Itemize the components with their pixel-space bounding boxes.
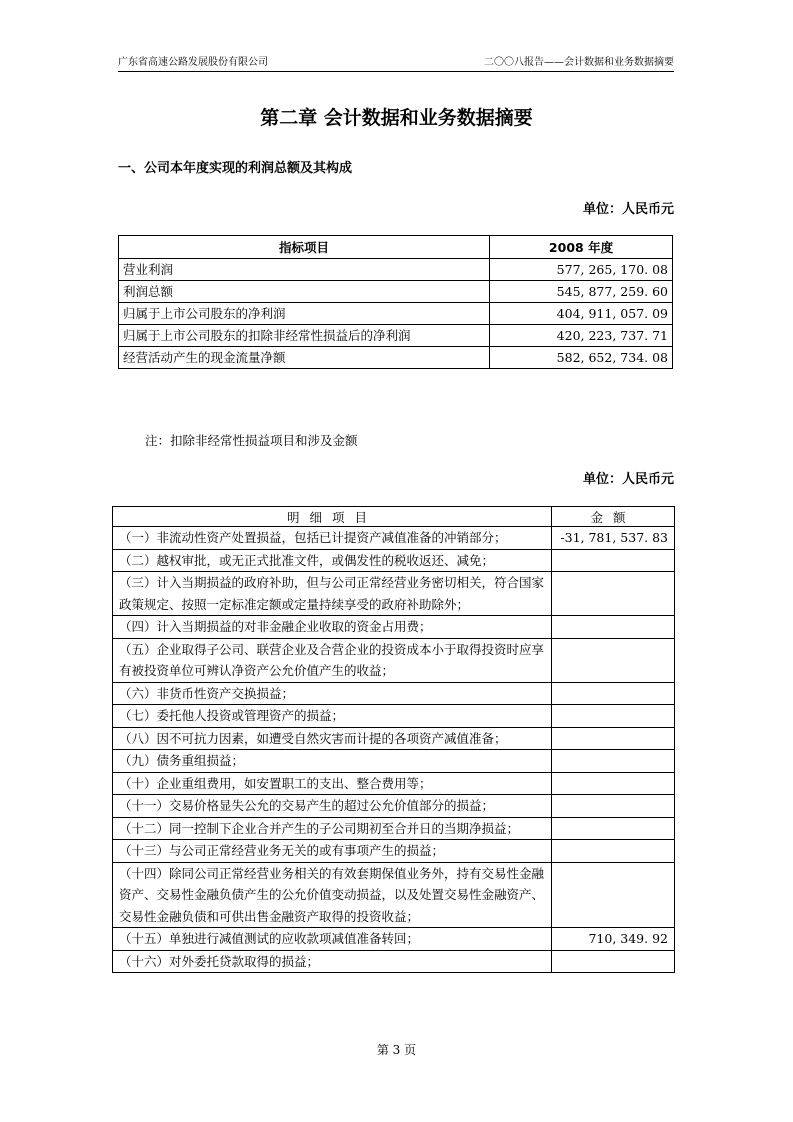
table-row: [113, 928, 675, 951]
table-row: [113, 572, 675, 616]
table-header-row: [119, 236, 673, 259]
table-row: [119, 325, 673, 347]
row-label: （十四）除同公司正常经营业务相关的有效套期保值业务外，持有交易性金融资产、交易性金融负债产生的公允价值变动损益，以及处置交易性金融资产、交易性金融负债和可供出售金融资产取得的投资收益；: [113, 862, 552, 928]
page-number: 第 3 页: [376, 1043, 417, 1057]
row-label: 归属于上市公司股东的净利润: [119, 303, 490, 325]
table-row: [113, 549, 675, 572]
row-value: 420, 223, 737. 71: [490, 325, 673, 347]
row-value: 545, 877, 259. 60: [490, 281, 673, 303]
table-row: [113, 616, 675, 639]
row-label: （五）企业取得子公司、联营企业及合营企业的投资成本小于取得投资时应享有被投资单位可辨认净资产公允价值产生的收益；: [113, 638, 552, 682]
row-value: [552, 727, 675, 750]
table-row: [119, 281, 673, 303]
row-value: 404, 911, 057. 09: [490, 303, 673, 325]
row-value: [552, 682, 675, 705]
table-row: [119, 303, 673, 325]
row-label: （十六）对外委托贷款取得的损益；: [113, 950, 552, 973]
row-label: （三）计入当期损益的政府补助，但与公司正常经营业务密切相关，符合国家政策规定、按照一定标准定额或定量持续享受的政府补助除外；: [113, 572, 552, 616]
header-report-title: 二〇〇八报告——会计数据和业务数据摘要: [484, 57, 674, 68]
row-value: [552, 772, 675, 795]
table-row: [119, 259, 673, 281]
table-header-row: [113, 507, 675, 527]
table-row: [113, 750, 675, 773]
header-company: 广东省高速公路发展股份有限公司: [118, 57, 268, 68]
row-label: （十）企业重组费用，如安置职工的支出、整合费用等；: [113, 772, 552, 795]
row-label: 经营活动产生的现金流量净额: [119, 347, 490, 369]
col-year: 2008 年度: [490, 236, 673, 259]
col-amount: 金额: [552, 507, 675, 527]
table-row: [113, 862, 675, 928]
row-value: [552, 795, 675, 818]
row-value: [552, 616, 675, 639]
profit-table: [118, 235, 673, 369]
row-value: [552, 862, 675, 928]
row-label: （六）非货币性资产交换损益；: [113, 682, 552, 705]
row-label: （二）越权审批，或无正式批准文件，或偶发性的税收返还、减免；: [113, 549, 552, 572]
table-row: [113, 682, 675, 705]
table-row: [119, 347, 673, 369]
table-row: [113, 795, 675, 818]
row-value: [552, 705, 675, 728]
row-label: （一）非流动性资产处置损益，包括已计提资产减值准备的冲销部分；: [113, 527, 552, 550]
non-recurring-items-table: [112, 506, 675, 973]
row-value: 710, 349. 92: [552, 928, 675, 951]
row-label: （九）债务重组损益；: [113, 750, 552, 773]
row-value: [552, 638, 675, 682]
col-detail-item: 明细项目: [113, 507, 552, 527]
table-row: [113, 772, 675, 795]
header-divider: [118, 71, 674, 72]
page-header: [118, 56, 674, 70]
row-label: 营业利润: [119, 259, 490, 281]
row-label: （十三）与公司正常经营业务无关的或有事项产生的损益；: [113, 840, 552, 863]
row-value: [552, 572, 675, 616]
table-row: [113, 727, 675, 750]
col-indicator: 指标项目: [119, 236, 490, 259]
unit-label: 单位：人民币元: [582, 202, 674, 217]
row-value: 582, 652, 734. 08: [490, 347, 673, 369]
table-row: [113, 950, 675, 973]
row-value: -31, 781, 537. 83: [552, 527, 675, 550]
row-label: 归属于上市公司股东的扣除非经常性损益后的净利润: [119, 325, 490, 347]
row-label: （八）因不可抗力因素，如遭受自然灾害而计提的各项资产减值准备；: [113, 727, 552, 750]
row-label: （十五）单独进行减值测试的应收款项减值准备转回；: [113, 928, 552, 951]
row-value: [552, 950, 675, 973]
row-label: （十一）交易价格显失公允的交易产生的超过公允价值部分的损益；: [113, 795, 552, 818]
row-value: 577, 265, 170. 08: [490, 259, 673, 281]
row-value: [552, 549, 675, 572]
row-value: [552, 840, 675, 863]
row-value: [552, 750, 675, 773]
chapter-title: 第二章 会计数据和业务数据摘要: [260, 107, 533, 129]
table-row: [113, 840, 675, 863]
table-row: [113, 705, 675, 728]
row-label: （十二）同一控制下企业合并产生的子公司期初至合并日的当期净损益；: [113, 817, 552, 840]
table-row: [113, 527, 675, 550]
row-label: 利润总额: [119, 281, 490, 303]
row-label: （四）计入当期损益的对非金融企业收取的资金占用费；: [113, 616, 552, 639]
row-value: [552, 817, 675, 840]
row-label: （七）委托他人投资或管理资产的损益；: [113, 705, 552, 728]
note-text: 注：扣除非经常性损益项目和涉及金额: [145, 433, 358, 448]
section-heading: 一、公司本年度实现的利润总额及其构成: [118, 161, 353, 176]
table-row: [113, 638, 675, 682]
unit-label-2: 单位：人民币元: [582, 472, 674, 487]
table-row: [113, 817, 675, 840]
